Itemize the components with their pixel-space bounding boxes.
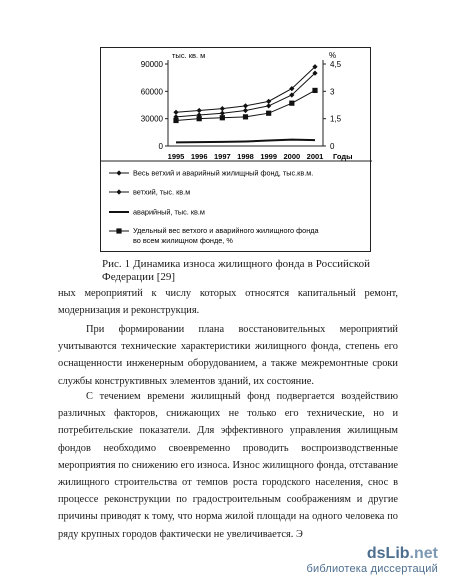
data-point-series-2 [220, 111, 225, 116]
data-point-series-1 [243, 103, 248, 108]
legend-label-line1: Удельный вес ветхого и аварийного жилищного фонда [133, 226, 319, 235]
data-point-series-1 [173, 110, 178, 115]
left-axis-label: тыс. кв. м [172, 51, 206, 60]
left-tick-label: 30000 [140, 114, 163, 124]
data-point-series-4 [197, 116, 202, 121]
data-point-series-2 [266, 103, 271, 108]
paragraph-2: При формировании плана восстановительных мероприятий учитываются технические характеристики жилищного фонда, степень его оснащенности инженерным оборудованием, а также межремонтные сроки службы конструктивных элементов зданий, их состояние. [58, 324, 398, 387]
chart-svg [101, 48, 372, 253]
legend-label: Весь ветхий и аварийный жилищный фонд, тыс.кв.м. [133, 168, 314, 178]
x-tick-label: 2000 [283, 152, 301, 161]
right-tick-label: 0 [330, 142, 335, 151]
legend-swatch-marker [116, 228, 121, 233]
paragraph-1: ных мероприятий к числу которых относятся капитальный ремонт, модернизация и реконструкция. [58, 288, 398, 317]
right-tick-label: 1,5 [330, 114, 342, 124]
data-point-series-4 [312, 88, 317, 93]
x-tick-label: 1999 [260, 152, 278, 161]
data-point-series-1 [266, 99, 271, 104]
chart-figure [100, 47, 371, 252]
data-point-series-4 [266, 111, 271, 116]
data-point-series-4 [243, 114, 248, 119]
right-tick-label: 4,5 [330, 60, 342, 69]
legend-swatch-marker [116, 170, 121, 175]
series-line-3 [176, 140, 315, 143]
left-tick-label: 60000 [140, 87, 163, 97]
watermark-logo-tld: .net [409, 545, 438, 562]
left-tick-label: 0 [158, 142, 163, 151]
watermark-subtitle: библиотека диссертаций [306, 563, 438, 575]
watermark-logo-main: dsLib [366, 545, 410, 562]
x-tick-label: 2001 [306, 152, 324, 161]
legend-label: аварийный, тыс. кв.м [133, 207, 205, 217]
legend-label: ветхий, тыс. кв.м [133, 187, 191, 197]
data-point-series-2 [243, 108, 248, 113]
watermark-logo[interactable] [288, 545, 438, 575]
x-tick-label: 1996 [190, 152, 208, 161]
legend-label-line2: во всем жилищном фонде, % [133, 236, 233, 245]
x-tick-label: 1997 [213, 152, 231, 161]
right-tick-label: 3 [330, 87, 335, 97]
figure-caption: Рис. 1 Динамика износа жилищного фонда в Российской Федерации [29] [102, 258, 370, 283]
data-point-series-4 [220, 115, 225, 120]
x-tick-label: 1998 [237, 152, 254, 161]
data-point-series-1 [197, 108, 202, 113]
legend-swatch-marker [116, 189, 121, 194]
data-point-series-4 [289, 101, 294, 106]
data-point-series-1 [220, 106, 225, 111]
x-axis-note: Годы [333, 152, 353, 161]
paragraph-3: С течением времени жилищный фонд подвергается воздействию различных факторов, снижающих не только его технические, но и потребительские показатели. Для эффективного управления жилищным фондов необходимо своевременно проводить воспроизводственные мероприятия по снижению его износа. Износ жилищного фонда, отставание жилищного строительства от темпов роста городского населения, снос в процессе реконструкции по градостроительным соображениям и другие причины приводят к тому, что норма жилой площади на одного человека по ряду крупных городов фактически не увеличивается. Э [58, 391, 398, 540]
data-point-series-4 [173, 118, 178, 123]
x-tick-label: 1995 [167, 152, 185, 161]
right-axis-label: % [329, 51, 337, 60]
left-tick-label: 90000 [140, 60, 163, 69]
